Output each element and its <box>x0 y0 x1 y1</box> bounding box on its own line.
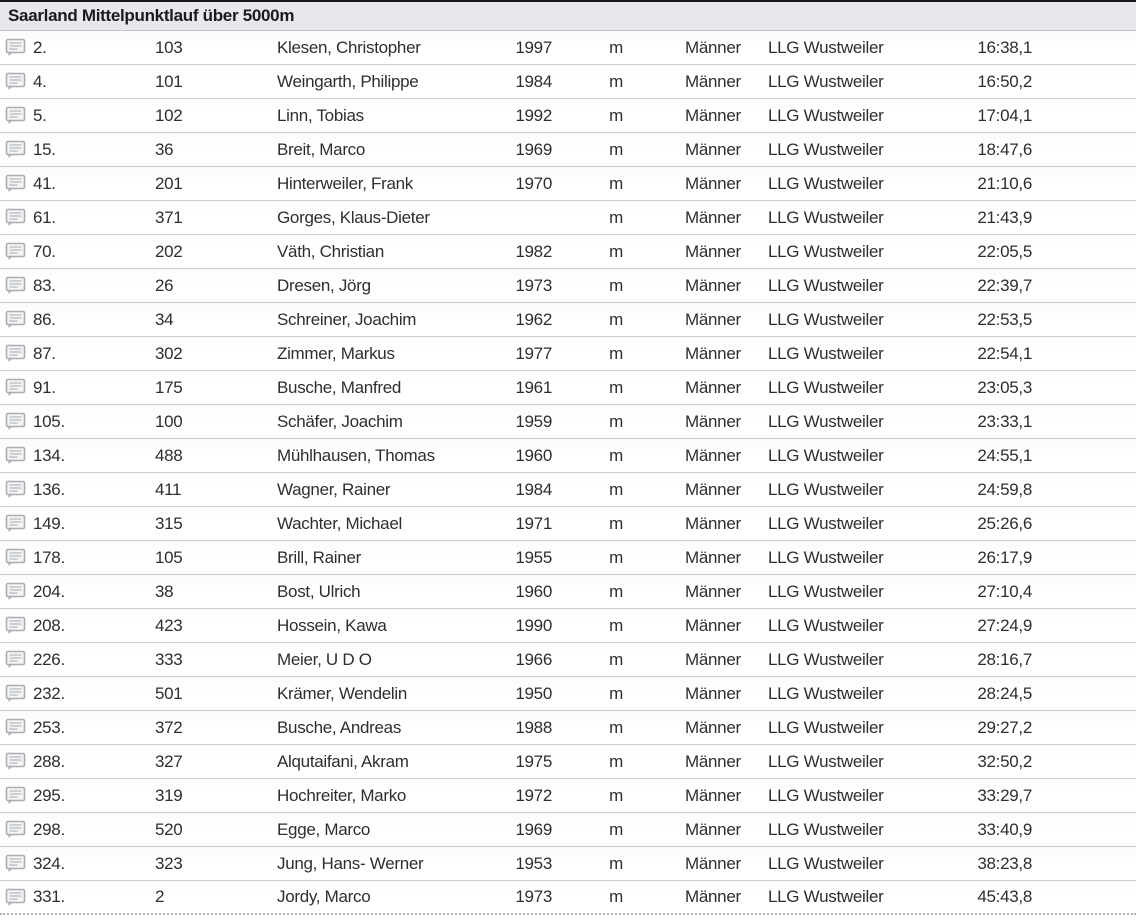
category-cell: Männer <box>685 581 741 601</box>
place-cell: 204. <box>33 581 65 601</box>
sex-cell: m <box>609 479 623 499</box>
place-cell: 70. <box>33 241 56 261</box>
sex-cell: m <box>609 751 623 771</box>
result-row[interactable] <box>0 643 1136 677</box>
bib-cell: 201 <box>155 173 183 193</box>
place-cell: 4. <box>33 71 47 91</box>
time-cell: 27:24,9 <box>977 615 1032 635</box>
bib-cell: 34 <box>155 309 174 329</box>
name-cell: Alqutaifani, Akram <box>277 751 409 771</box>
time-cell: 26:17,9 <box>977 547 1032 567</box>
sex-cell: m <box>609 785 623 805</box>
category-cell: Männer <box>685 37 741 57</box>
comment-icon[interactable] <box>0 480 28 499</box>
comment-icon[interactable] <box>0 514 28 533</box>
time-cell: 29:27,2 <box>977 717 1032 737</box>
category-cell: Männer <box>685 71 741 91</box>
comment-icon[interactable] <box>0 140 28 159</box>
category-cell: Männer <box>685 853 741 873</box>
bib-cell: 36 <box>155 139 174 159</box>
sex-cell: m <box>609 275 623 295</box>
place-cell: 253. <box>33 717 65 737</box>
result-row[interactable] <box>0 779 1136 813</box>
place-cell: 149. <box>33 513 65 533</box>
year-cell: 1969 <box>515 819 552 839</box>
bib-cell: 26 <box>155 275 174 295</box>
result-row[interactable] <box>0 65 1136 99</box>
year-cell: 1961 <box>515 377 552 397</box>
category-cell: Männer <box>685 377 741 397</box>
name-cell: Hochreiter, Marko <box>277 785 407 805</box>
time-cell: 28:24,5 <box>977 683 1032 703</box>
category-cell: Männer <box>685 105 741 125</box>
sex-cell: m <box>609 581 623 601</box>
year-cell: 1960 <box>515 581 552 601</box>
name-cell: Busche, Manfred <box>277 377 402 397</box>
bib-cell: 520 <box>155 819 183 839</box>
time-cell: 22:39,7 <box>977 275 1032 295</box>
year-cell: 1992 <box>515 105 552 125</box>
club-cell: LLG Wustweiler <box>768 173 884 193</box>
bib-cell: 327 <box>155 751 183 771</box>
bib-cell: 501 <box>155 683 183 703</box>
bib-cell: 103 <box>155 37 183 57</box>
place-cell: 208. <box>33 615 65 635</box>
event-title: Saarland Mittelpunktlauf über 5000m <box>8 6 295 25</box>
results-table <box>0 31 1136 915</box>
name-cell: Jordy, Marco <box>277 887 371 906</box>
place-cell: 178. <box>33 547 65 567</box>
club-cell: LLG Wustweiler <box>768 377 884 397</box>
time-cell: 33:29,7 <box>977 785 1032 805</box>
bib-cell: 371 <box>155 207 183 227</box>
event-header <box>0 2 1136 31</box>
comment-icon[interactable] <box>0 854 28 873</box>
result-row[interactable] <box>0 133 1136 167</box>
category-cell: Männer <box>685 785 741 805</box>
place-cell: 136. <box>33 479 65 499</box>
result-row[interactable] <box>0 405 1136 439</box>
year-cell: 1990 <box>515 615 552 635</box>
time-cell: 45:43,8 <box>977 887 1032 906</box>
sex-cell: m <box>609 445 623 465</box>
bib-cell: 100 <box>155 411 183 431</box>
result-row[interactable] <box>0 303 1136 337</box>
comment-icon[interactable] <box>0 208 28 227</box>
result-row[interactable] <box>0 201 1136 235</box>
year-cell: 1971 <box>515 513 552 533</box>
sex-cell: m <box>609 717 623 737</box>
sex-cell: m <box>609 819 623 839</box>
year-cell: 1953 <box>515 853 552 873</box>
club-cell: LLG Wustweiler <box>768 275 884 295</box>
comment-icon[interactable] <box>0 548 28 567</box>
bib-cell: 323 <box>155 853 183 873</box>
time-cell: 33:40,9 <box>977 819 1032 839</box>
category-cell: Männer <box>685 309 741 329</box>
place-cell: 5. <box>33 105 47 125</box>
result-row[interactable] <box>0 711 1136 745</box>
club-cell: LLG Wustweiler <box>768 581 884 601</box>
category-cell: Männer <box>685 411 741 431</box>
sex-cell: m <box>609 241 623 261</box>
name-cell: Hinterweiler, Frank <box>277 173 414 193</box>
category-cell: Männer <box>685 173 741 193</box>
year-cell: 1984 <box>515 479 552 499</box>
result-row[interactable] <box>0 167 1136 201</box>
name-cell: Hossein, Kawa <box>277 615 387 635</box>
category-cell: Männer <box>685 445 741 465</box>
bib-cell: 2 <box>155 887 165 906</box>
bib-cell: 488 <box>155 445 183 465</box>
place-cell: 298. <box>33 819 65 839</box>
category-cell: Männer <box>685 819 741 839</box>
club-cell: LLG Wustweiler <box>768 445 884 465</box>
place-cell: 41. <box>33 173 56 193</box>
sex-cell: m <box>609 173 623 193</box>
time-cell: 22:54,1 <box>977 343 1032 363</box>
name-cell: Wachter, Michael <box>277 513 402 533</box>
name-cell: Egge, Marco <box>277 819 371 839</box>
bib-cell: 202 <box>155 241 183 261</box>
place-cell: 2. <box>33 37 47 57</box>
time-cell: 24:55,1 <box>977 445 1032 465</box>
time-cell: 21:43,9 <box>977 207 1032 227</box>
comment-icon[interactable] <box>0 718 28 737</box>
name-cell: Busche, Andreas <box>277 717 402 737</box>
category-cell: Männer <box>685 887 741 906</box>
result-row[interactable] <box>0 269 1136 303</box>
year-cell: 1984 <box>515 71 552 91</box>
category-cell: Männer <box>685 547 741 567</box>
place-cell: 87. <box>33 343 56 363</box>
year-cell: 1966 <box>515 649 552 669</box>
time-cell: 22:05,5 <box>977 241 1032 261</box>
place-cell: 295. <box>33 785 65 805</box>
sex-cell: m <box>609 683 623 703</box>
name-cell: Krämer, Wendelin <box>277 683 408 703</box>
result-row[interactable] <box>0 99 1136 133</box>
comment-icon[interactable] <box>0 72 28 91</box>
club-cell: LLG Wustweiler <box>768 37 884 57</box>
sex-cell: m <box>609 853 623 873</box>
bib-cell: 333 <box>155 649 183 669</box>
place-cell: 61. <box>33 207 56 227</box>
result-row[interactable] <box>0 847 1136 881</box>
club-cell: LLG Wustweiler <box>768 479 884 499</box>
year-cell: 1982 <box>515 241 552 261</box>
year-cell: 1970 <box>515 173 552 193</box>
result-row[interactable] <box>0 745 1136 779</box>
place-cell: 324. <box>33 853 65 873</box>
bib-cell: 423 <box>155 615 183 635</box>
sex-cell: m <box>609 615 623 635</box>
time-cell: 18:47,6 <box>977 139 1032 159</box>
place-cell: 226. <box>33 649 65 669</box>
club-cell: LLG Wustweiler <box>768 649 884 669</box>
name-cell: Schäfer, Joachim <box>277 411 403 431</box>
club-cell: LLG Wustweiler <box>768 751 884 771</box>
club-cell: LLG Wustweiler <box>768 411 884 431</box>
comment-icon[interactable] <box>0 752 28 771</box>
name-cell: Schreiner, Joachim <box>277 309 417 329</box>
place-cell: 331. <box>33 887 65 906</box>
year-cell: 1988 <box>515 717 552 737</box>
bib-cell: 102 <box>155 105 183 125</box>
comment-icon[interactable] <box>0 38 28 57</box>
result-row[interactable] <box>0 439 1136 473</box>
comment-icon[interactable] <box>0 820 28 839</box>
sex-cell: m <box>609 411 623 431</box>
name-cell: Breit, Marco <box>277 139 366 159</box>
name-cell: Zimmer, Markus <box>277 343 395 363</box>
club-cell: LLG Wustweiler <box>768 241 884 261</box>
bib-cell: 302 <box>155 343 183 363</box>
bib-cell: 315 <box>155 513 183 533</box>
category-cell: Männer <box>685 513 741 533</box>
sex-cell: m <box>609 513 623 533</box>
name-cell: Bost, Ulrich <box>277 581 361 601</box>
club-cell: LLG Wustweiler <box>768 717 884 737</box>
comment-icon[interactable] <box>0 786 28 805</box>
year-cell: 1975 <box>515 751 552 771</box>
comment-icon[interactable] <box>0 888 28 907</box>
year-cell: 1997 <box>515 37 552 57</box>
club-cell: LLG Wustweiler <box>768 71 884 91</box>
sex-cell: m <box>609 105 623 125</box>
time-cell: 23:05,3 <box>977 377 1032 397</box>
name-cell: Weingarth, Philippe <box>277 71 419 91</box>
year-cell: 1972 <box>515 785 552 805</box>
time-cell: 27:10,4 <box>977 581 1032 601</box>
comment-icon[interactable] <box>0 276 28 295</box>
result-row[interactable] <box>0 235 1136 269</box>
sex-cell: m <box>609 377 623 397</box>
category-cell: Männer <box>685 717 741 737</box>
comment-icon[interactable] <box>0 378 28 397</box>
bib-cell: 38 <box>155 581 174 601</box>
bib-cell: 101 <box>155 71 183 91</box>
time-cell: 22:53,5 <box>977 309 1032 329</box>
club-cell: LLG Wustweiler <box>768 343 884 363</box>
category-cell: Männer <box>685 649 741 669</box>
comment-icon[interactable] <box>0 106 28 125</box>
comment-icon[interactable] <box>0 344 28 363</box>
year-cell: 1955 <box>515 547 552 567</box>
result-row[interactable] <box>0 507 1136 541</box>
time-cell: 25:26,6 <box>977 513 1032 533</box>
result-row[interactable] <box>0 813 1136 847</box>
club-cell: LLG Wustweiler <box>768 139 884 159</box>
result-row[interactable] <box>0 473 1136 507</box>
bib-cell: 319 <box>155 785 183 805</box>
sex-cell: m <box>609 309 623 329</box>
year-cell: 1977 <box>515 343 552 363</box>
club-cell: LLG Wustweiler <box>768 683 884 703</box>
name-cell: Linn, Tobias <box>277 105 364 125</box>
result-row[interactable] <box>0 881 1136 915</box>
place-cell: 232. <box>33 683 65 703</box>
category-cell: Männer <box>685 241 741 261</box>
comment-icon[interactable] <box>0 582 28 601</box>
club-cell: LLG Wustweiler <box>768 547 884 567</box>
result-row[interactable] <box>0 337 1136 371</box>
result-row[interactable] <box>0 677 1136 711</box>
time-cell: 24:59,8 <box>977 479 1032 499</box>
year-cell: 1969 <box>515 139 552 159</box>
year-cell: 1950 <box>515 683 552 703</box>
sex-cell: m <box>609 547 623 567</box>
sex-cell: m <box>609 139 623 159</box>
category-cell: Männer <box>685 751 741 771</box>
name-cell: Wagner, Rainer <box>277 479 391 499</box>
year-cell: 1962 <box>515 309 552 329</box>
time-cell: 16:50,2 <box>977 71 1032 91</box>
time-cell: 23:33,1 <box>977 411 1032 431</box>
category-cell: Männer <box>685 479 741 499</box>
category-cell: Männer <box>685 207 741 227</box>
name-cell: Jung, Hans- Werner <box>277 853 424 873</box>
year-cell: 1973 <box>515 887 552 906</box>
club-cell: LLG Wustweiler <box>768 615 884 635</box>
category-cell: Männer <box>685 683 741 703</box>
comment-icon[interactable] <box>0 616 28 635</box>
time-cell: 21:10,6 <box>977 173 1032 193</box>
time-cell: 28:16,7 <box>977 649 1032 669</box>
year-cell: 1973 <box>515 275 552 295</box>
time-cell: 38:23,8 <box>977 853 1032 873</box>
name-cell: Dresen, Jörg <box>277 275 371 295</box>
place-cell: 134. <box>33 445 65 465</box>
club-cell: LLG Wustweiler <box>768 207 884 227</box>
result-row[interactable] <box>0 609 1136 643</box>
bib-cell: 411 <box>155 479 182 499</box>
comment-icon[interactable] <box>0 174 28 193</box>
result-row[interactable] <box>0 541 1136 575</box>
sex-cell: m <box>609 207 623 227</box>
club-cell: LLG Wustweiler <box>768 853 884 873</box>
club-cell: LLG Wustweiler <box>768 819 884 839</box>
place-cell: 15. <box>33 139 56 159</box>
club-cell: LLG Wustweiler <box>768 105 884 125</box>
bib-cell: 372 <box>155 717 183 737</box>
club-cell: LLG Wustweiler <box>768 309 884 329</box>
result-row[interactable] <box>0 31 1136 65</box>
name-cell: Mühlhausen, Thomas <box>277 445 435 465</box>
category-cell: Männer <box>685 343 741 363</box>
year-cell: 1959 <box>515 411 552 431</box>
name-cell: Brill, Rainer <box>277 547 361 567</box>
sex-cell: m <box>609 71 623 91</box>
sex-cell: m <box>609 887 623 906</box>
name-cell: Gorges, Klaus-Dieter <box>277 207 430 227</box>
club-cell: LLG Wustweiler <box>768 785 884 805</box>
comment-icon[interactable] <box>0 446 28 465</box>
comment-icon[interactable] <box>0 412 28 431</box>
comment-icon[interactable] <box>0 684 28 703</box>
sex-cell: m <box>609 37 623 57</box>
result-row[interactable] <box>0 575 1136 609</box>
name-cell: Meier, U D O <box>277 649 372 669</box>
comment-icon[interactable] <box>0 650 28 669</box>
place-cell: 83. <box>33 275 56 295</box>
sex-cell: m <box>609 343 623 363</box>
comment-icon[interactable] <box>0 310 28 329</box>
club-cell: LLG Wustweiler <box>768 887 884 906</box>
result-row[interactable] <box>0 371 1136 405</box>
name-cell: Väth, Christian <box>277 241 384 261</box>
time-cell: 32:50,2 <box>977 751 1032 771</box>
category-cell: Männer <box>685 615 741 635</box>
name-cell: Klesen, Christopher <box>277 37 421 57</box>
comment-icon[interactable] <box>0 242 28 261</box>
bib-cell: 175 <box>155 377 183 397</box>
place-cell: 105. <box>33 411 65 431</box>
sex-cell: m <box>609 649 623 669</box>
year-cell: 1960 <box>515 445 552 465</box>
time-cell: 16:38,1 <box>977 37 1032 57</box>
time-cell: 17:04,1 <box>977 105 1032 125</box>
category-cell: Männer <box>685 275 741 295</box>
bib-cell: 105 <box>155 547 183 567</box>
place-cell: 86. <box>33 309 56 329</box>
place-cell: 288. <box>33 751 65 771</box>
place-cell: 91. <box>33 377 56 397</box>
category-cell: Männer <box>685 139 741 159</box>
club-cell: LLG Wustweiler <box>768 513 884 533</box>
